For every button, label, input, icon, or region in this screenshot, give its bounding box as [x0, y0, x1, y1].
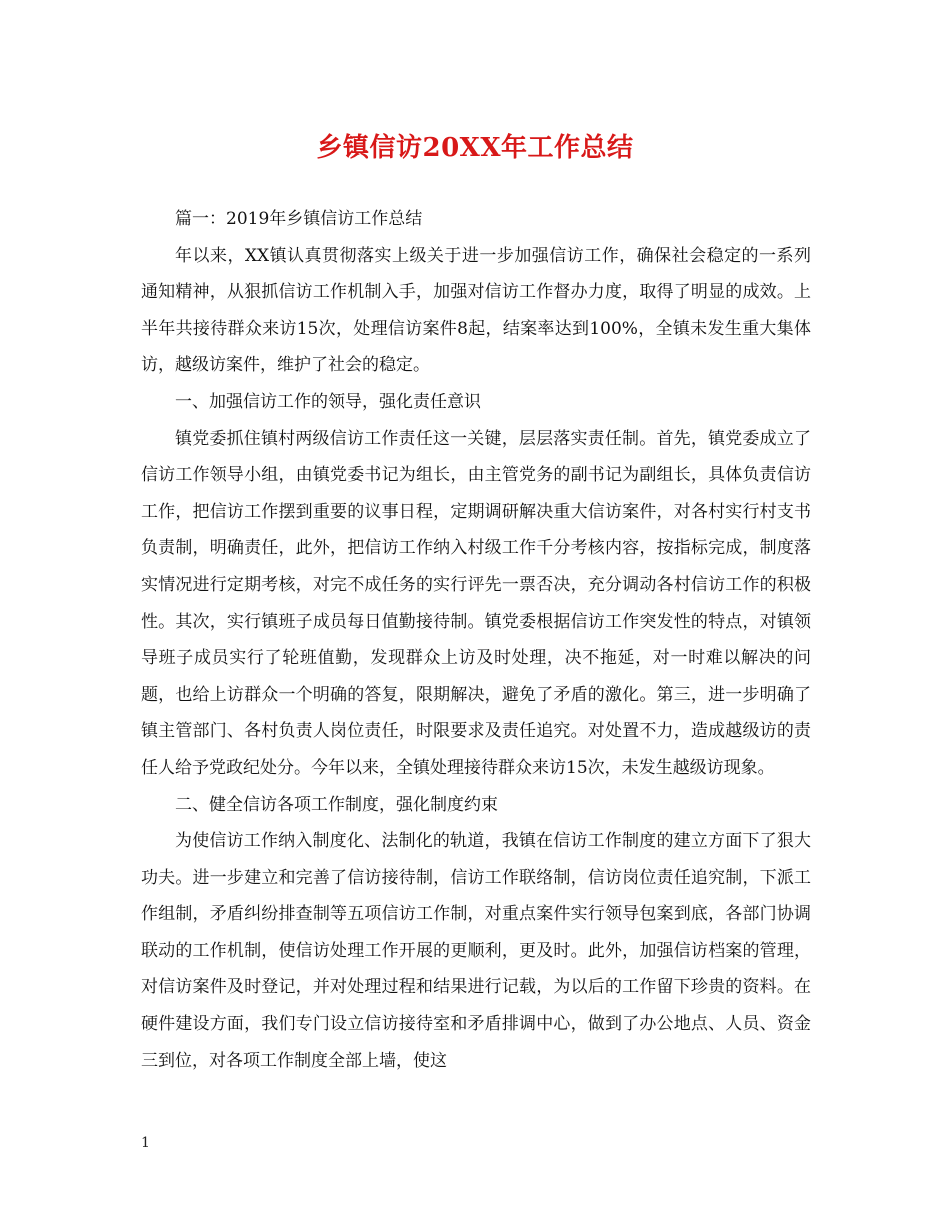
section-heading-leadership: 一、加强信访工作的领导，强化责任意识 — [175, 391, 481, 412]
document-body — [141, 201, 811, 1079]
section-heading-article-one: 篇一：2019年乡镇信访工作总结 — [175, 209, 423, 229]
systems-paragraph: 为使信访工作纳入制度化、法制化的轨道，我镇在信访工作制度的建立方面下了狠大功夫。进一步建立和完善了信访接待制，信访工作联络制，信访岗位责任追究制，下派工作组制，矛盾纠纷排查制等五项信访工作制，对重点案件实行领导包案到底，各部门协调联动的工作机制，使信访处理工作开展的更顺利，更及时。此外，加强信访档案的管理，对信访案件及时登记，并对处理过程和结果进行记载，为以后的工作留下珍贵的资料。在硬件建设方面，我们专门设立信访接待室和矛盾排调中心，做到了办公地点、人员、资金三到位，对各项工作制度全部上墙，使这 — [141, 831, 811, 1071]
leadership-paragraph: 镇党委抓住镇村两级信访工作责任这一关键，层层落实责任制。首先，镇党委成立了信访工作领导小组，由镇党委书记为组长，由主管党务的副书记为副组长，具体负责信访工作，把信访工作摆到重要的议事日程，定期调研解决重大信访案件，对各村实行村支书负责制，明确责任，此外，把信访工作纳入村级工作千分考核内容，按指标完成，制度落实情况进行定期考核，对完不成任务的实行评先一票否决，充分调动各村信访工作的积极性。其次，实行镇班子成员每日值勤接待制。镇党委根据信访工作突发性的特点，对镇领导班子成员实行了轮班值勤，发现群众上访及时处理，决不拖延，对一时难以解决的问题，也给上访群众一个明确的答复，限期解决，避免了矛盾的激化。第三，进一步明确了镇主管部门、各村负责人岗位责任，时限要求及责任追究。对处置不力，造成越级访的责任人给予党政纪处分。今年以来，全镇处理接待群众来访15次，未发生越级访现象。 — [141, 428, 811, 778]
section-heading-systems: 二、健全信访各项工作制度，强化制度约束 — [175, 794, 498, 815]
intro-paragraph: 年以来，XX镇认真贯彻落实上级关于进一步加强信访工作，确保社会稳定的一系列通知精神，从狠抓信访工作机制入手，加强对信访工作督办力度，取得了明显的成效。上半年共接待群众来访15次，处理信访案件8起，结案率达到100%，全镇未发生重大集体访，越级访案件，维护了社会的稳定。 — [141, 245, 811, 376]
page-number: 1 — [141, 1135, 150, 1151]
document-title: 乡镇信访20XX年工作总结 — [316, 133, 634, 163]
